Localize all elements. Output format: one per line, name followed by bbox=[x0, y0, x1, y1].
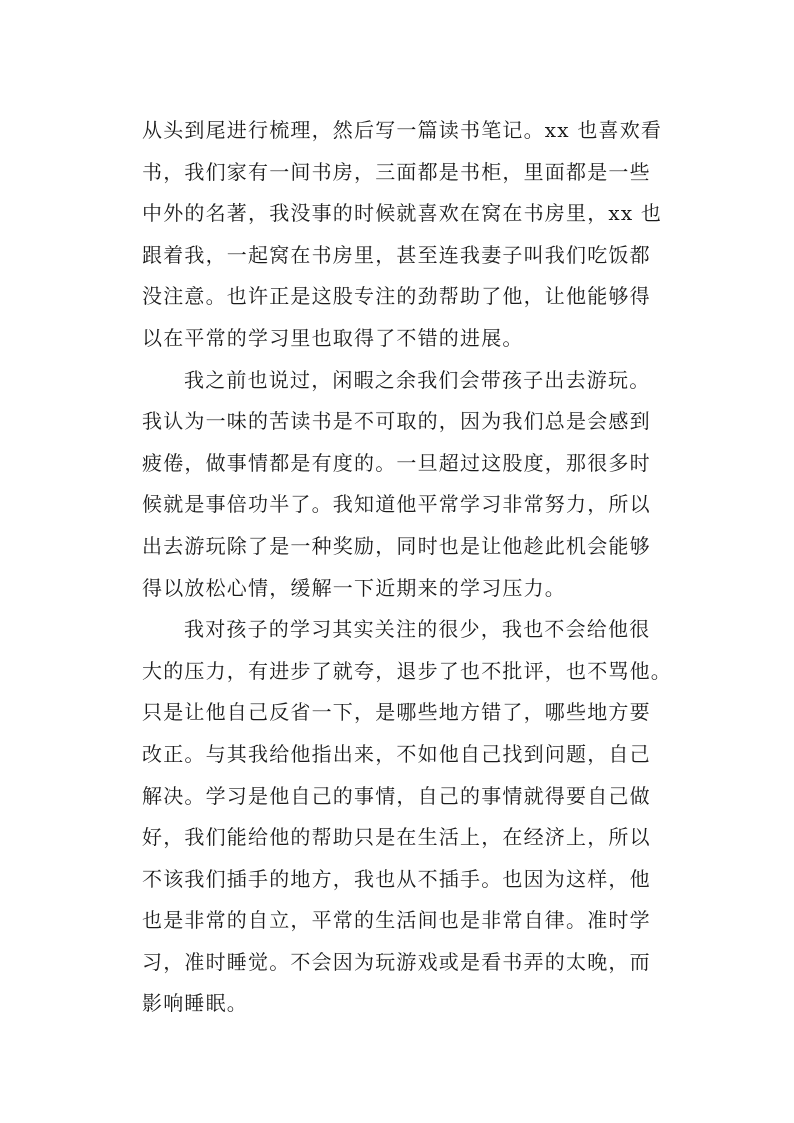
text-line-indented: 我对孩子的学习其实关注的很少，我也不会给他很 bbox=[184, 617, 651, 642]
text-line: 也是非常的自立，平常的生活间也是非常自律。准时学 bbox=[142, 908, 651, 933]
text-line: 跟着我，一起窝在书房里，甚至连我妻子叫我们吃饭都 bbox=[142, 242, 651, 267]
paragraph-2 bbox=[142, 360, 682, 610]
text-line: 疲倦，做事情都是有度的。一旦超过这股度，那很多时 bbox=[142, 450, 651, 475]
text-line: 中外的名著，我没事的时候就喜欢在窝在书房里，xx 也 bbox=[142, 201, 663, 226]
text-line: 改正。与其我给他指出来，不如他自己找到问题，自己 bbox=[142, 741, 651, 766]
text-line: 解决。学习是他自己的事情，自己的事情就得要自己做 bbox=[142, 783, 651, 808]
text-line: 以在平常的学习里也取得了不错的进展。 bbox=[142, 325, 524, 350]
text-line-indented: 我之前也说过，闲暇之余我们会带孩子出去游玩。 bbox=[184, 367, 651, 392]
text-line: 不该我们插手的地方，我也从不插手。也因为这样，他 bbox=[142, 866, 651, 891]
body-text bbox=[142, 110, 682, 1025]
paragraph-3 bbox=[142, 609, 682, 1025]
text-line: 我认为一味的苦读书是不可取的，因为我们总是会感到 bbox=[142, 409, 651, 434]
text-line: 好，我们能给他的帮助只是在生活上，在经济上，所以 bbox=[142, 825, 651, 850]
text-line: 习，准时睡觉。不会因为玩游戏或是看书弄的太晚，而 bbox=[142, 949, 651, 974]
text-line: 影响睡眠。 bbox=[142, 991, 248, 1016]
text-line: 没注意。也许正是这股专注的劲帮助了他，让他能够得 bbox=[142, 284, 651, 309]
text-line: 只是让他自己反省一下，是哪些地方错了，哪些地方要 bbox=[142, 700, 651, 725]
text-line: 从头到尾进行梳理，然后写一篇读书笔记。xx 也喜欢看 bbox=[142, 118, 663, 142]
text-line: 书，我们家有一间书房，三面都是书柜，里面都是一些 bbox=[142, 159, 651, 184]
paragraph-1 bbox=[142, 110, 682, 360]
text-line: 候就是事倍功半了。我知道他平常学习非常努力，所以 bbox=[142, 492, 651, 517]
text-line: 出去游玩除了是一种奖励，同时也是让他趁此机会能够 bbox=[142, 533, 651, 558]
text-line: 大的压力，有进步了就夸，退步了也不批评，也不骂他。 bbox=[142, 658, 672, 683]
text-line: 得以放松心情，缓解一下近期来的学习压力。 bbox=[142, 575, 566, 600]
